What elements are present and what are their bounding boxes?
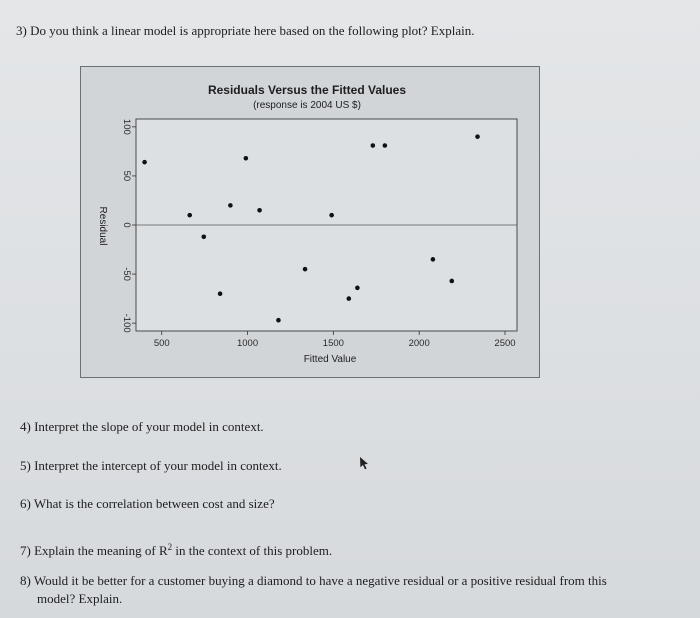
residual-point: [218, 291, 223, 296]
x-tick-label: 1500: [322, 338, 344, 349]
residual-point: [431, 257, 436, 262]
question-7-text-start: 7) Explain the meaning of R: [20, 543, 168, 558]
y-axis-label: Residual: [97, 206, 108, 246]
question-5: 5) Interpret the intercept of your model in context.: [20, 458, 282, 473]
x-tick-label: 2000: [408, 338, 430, 349]
question-4: 4) Interpret the slope of your model in context.: [20, 419, 264, 434]
residual-point: [244, 156, 249, 161]
x-tick-label: 1000: [236, 338, 259, 349]
residual-point: [475, 134, 480, 139]
question-7-superscript: 2: [167, 542, 173, 552]
residual-point: [329, 213, 334, 218]
x-tick-label: 500: [153, 338, 170, 349]
y-tick-label: 100: [121, 118, 132, 135]
question-6: 6) What is the correlation between cost and size?: [20, 496, 275, 511]
question-8-line-1: 8) Would it be better for a customer buying a diamond to have a negative residual or a positive residual from this: [20, 573, 607, 588]
residual-point: [355, 286, 360, 291]
y-tick-label: 0: [121, 222, 132, 228]
residual-point: [371, 143, 376, 148]
residual-point: [276, 318, 281, 323]
residual-point: [383, 143, 388, 148]
residual-point: [187, 213, 192, 218]
question-3: 3) Do you think a linear model is appropriate here based on the following plot? Explain.: [16, 23, 475, 38]
x-axis-label: Fitted Value: [303, 354, 357, 365]
mouse-pointer-icon: [356, 455, 372, 471]
question-8-line-2: model? Explain.: [37, 591, 123, 606]
chart-subtitle: (response is 2004 US $): [253, 100, 361, 111]
question-7: [20, 538, 332, 560]
y-tick-label: -100: [121, 313, 132, 333]
residual-point: [142, 160, 147, 165]
y-tick-label: 50: [121, 170, 132, 182]
x-tick-label: 2500: [494, 338, 516, 349]
residual-point: [347, 296, 352, 301]
chart-title: Residuals Versus the Fitted Values: [207, 83, 407, 97]
residual-point: [228, 203, 233, 208]
residual-point: [303, 267, 308, 272]
question-7-text-end: in the context of this problem.: [172, 543, 333, 558]
residual-point: [201, 234, 206, 239]
question-8: [20, 572, 690, 608]
y-tick-label: -50: [121, 267, 132, 281]
residual-point: [257, 208, 262, 213]
residual-point: [449, 279, 454, 284]
